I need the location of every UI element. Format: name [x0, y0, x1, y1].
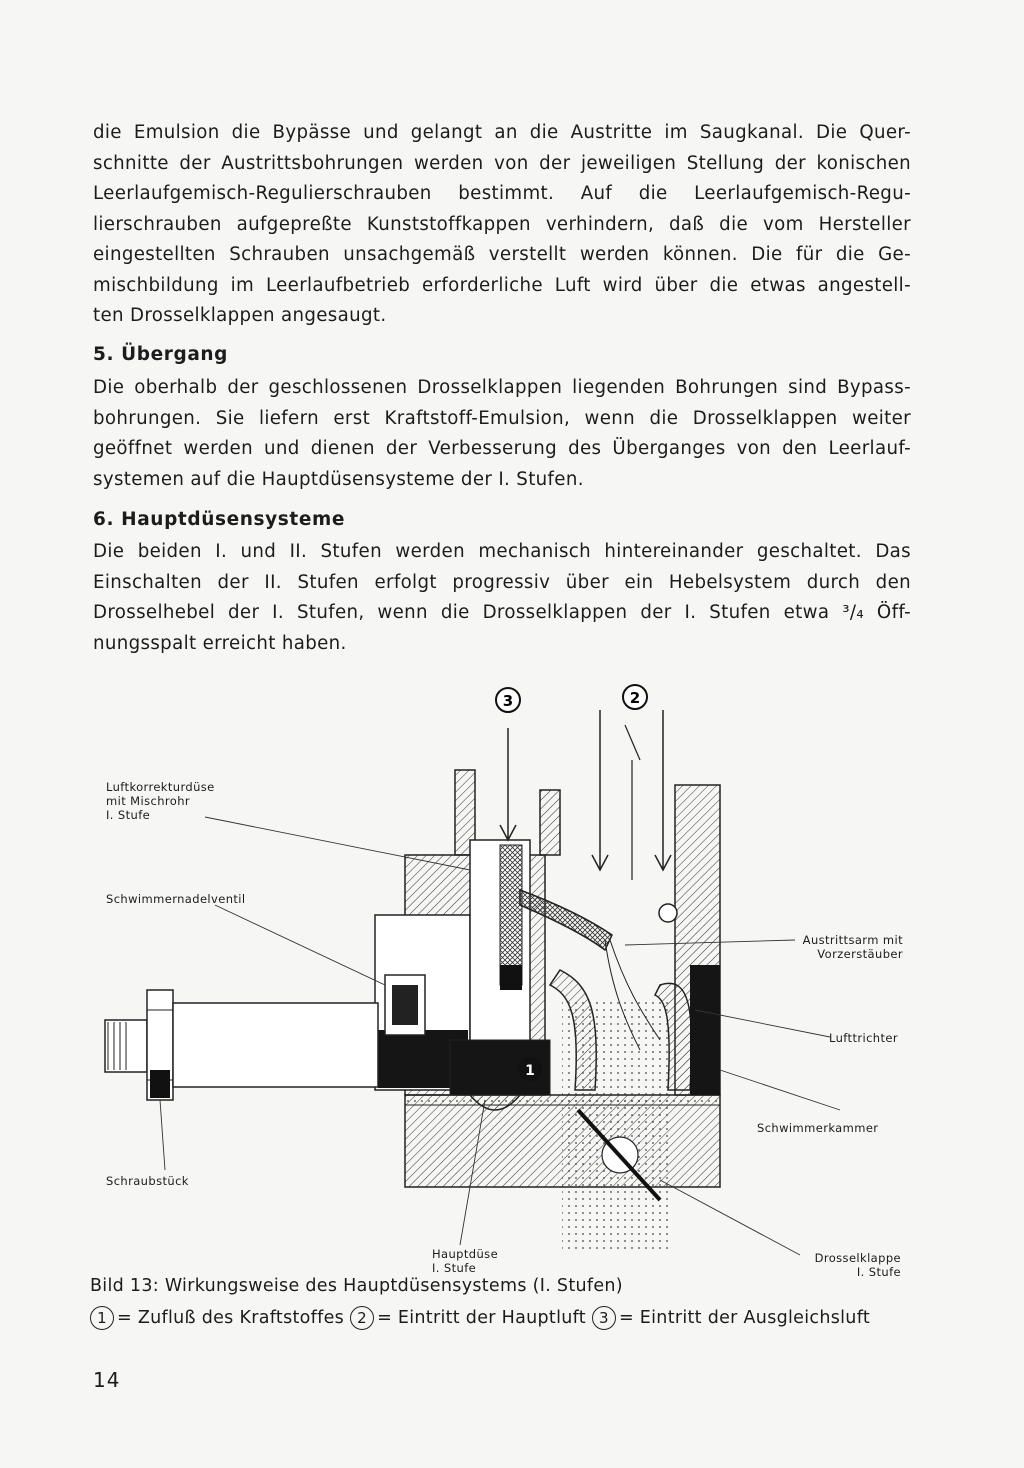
text-line: eingestellten Schrauben unsachgemäß verstellt werden können. Die für die Ge-	[93, 244, 911, 265]
label-drosselklappe: Drosselklappe I. Stufe	[814, 1251, 901, 1279]
label-austrittsarm: Austrittsarm mit Vorzerstäuber	[802, 933, 903, 961]
text-line: geöffnet werden und dienen der Verbesserung des Überganges von den Leerlauf-	[93, 438, 911, 459]
text-line: schnitte der Austrittsbohrungen werden von der jeweiligen Stellung der konischen	[93, 152, 911, 174]
label-schwimmerkammer: Schwimmerkammer	[757, 1121, 879, 1135]
inlet-fitting	[105, 990, 378, 1100]
marker-1-label: 1	[525, 1063, 535, 1079]
legend-text-3: = Eintritt der Ausgleichsluft	[618, 1308, 871, 1328]
legend-text-2: = Eintritt der Hauptluft	[377, 1308, 586, 1328]
label-luftkorrekturduese: Luftkorrekturdüse mit Mischrohr I. Stufe	[106, 780, 215, 822]
text-line: Die oberhalb der geschlossenen Drosselklappen liegenden Bohrungen sind Bypass-	[93, 377, 911, 398]
section-heading-uebergang: 5. Übergang	[93, 344, 229, 365]
text-line: lierschrauben aufgepreßte Kunststoffkappen verhindern, daß die vom Hersteller	[93, 213, 911, 235]
page-number: 14	[93, 1368, 121, 1392]
legend-marker-1: 1	[90, 1306, 114, 1330]
text-line: Die beiden I. und II. Stufen werden mechanisch hintereinander geschaltet. Das	[93, 541, 911, 562]
label-schwimmernadelventil: Schwimmernadelventil	[106, 892, 246, 906]
text-line: mischbildung im Leerlaufbetrieb erforderliche Luft wird über die etwas angestell-	[93, 274, 911, 296]
text-line: Leerlaufgemisch-Regulierschrauben bestimmt. Auf die Leerlaufgemisch-Regu-	[93, 183, 911, 204]
legend-text-1: = Zufluß des Kraftstoffes	[117, 1308, 345, 1328]
text-line: systemen auf die Hauptdüsensysteme der I. Stufen.	[93, 468, 584, 490]
marker-2-label: 2	[629, 689, 641, 707]
legend-marker-2: 2	[350, 1306, 374, 1330]
label-lufttrichter: Lufttrichter	[829, 1031, 899, 1045]
section-heading-hauptduesensysteme: 6. Hauptdüsensysteme	[93, 509, 346, 530]
label-schraubstueck: Schraubstück	[106, 1174, 189, 1188]
marker-1	[519, 1058, 541, 1080]
label-hauptduese: Hauptdüse I. Stufe	[432, 1247, 499, 1275]
text-line: ten Drosselklappen angesaugt.	[93, 305, 387, 326]
text-line: die Emulsion die Bypässe und gelangt an die Austritte im Saugkanal. Die Quer-	[93, 122, 911, 143]
legend-marker-3: 3	[592, 1306, 616, 1330]
text-line: Einschalten der II. Stufen erfolgt progressiv über ein Hebelsystem durch den	[93, 571, 911, 593]
text-line: nungsspalt erreicht haben.	[93, 632, 347, 654]
text-line: Drosselhebel der I. Stufen, wenn die Drosselklappen der I. Stufen etwa ³/₄ Öff-	[93, 602, 911, 623]
figure-legend	[90, 1306, 870, 1330]
text-line: bohrungen. Sie liefern erst Kraftstoff-Emulsion, wenn die Drosselklappen weiter	[93, 407, 911, 429]
marker-2	[623, 685, 647, 709]
marker-3-label: 3	[502, 692, 514, 710]
marker-3	[496, 688, 520, 712]
figure-caption: Bild 13: Wirkungsweise des Hauptdüsensystems (I. Stufen)	[90, 1276, 623, 1296]
